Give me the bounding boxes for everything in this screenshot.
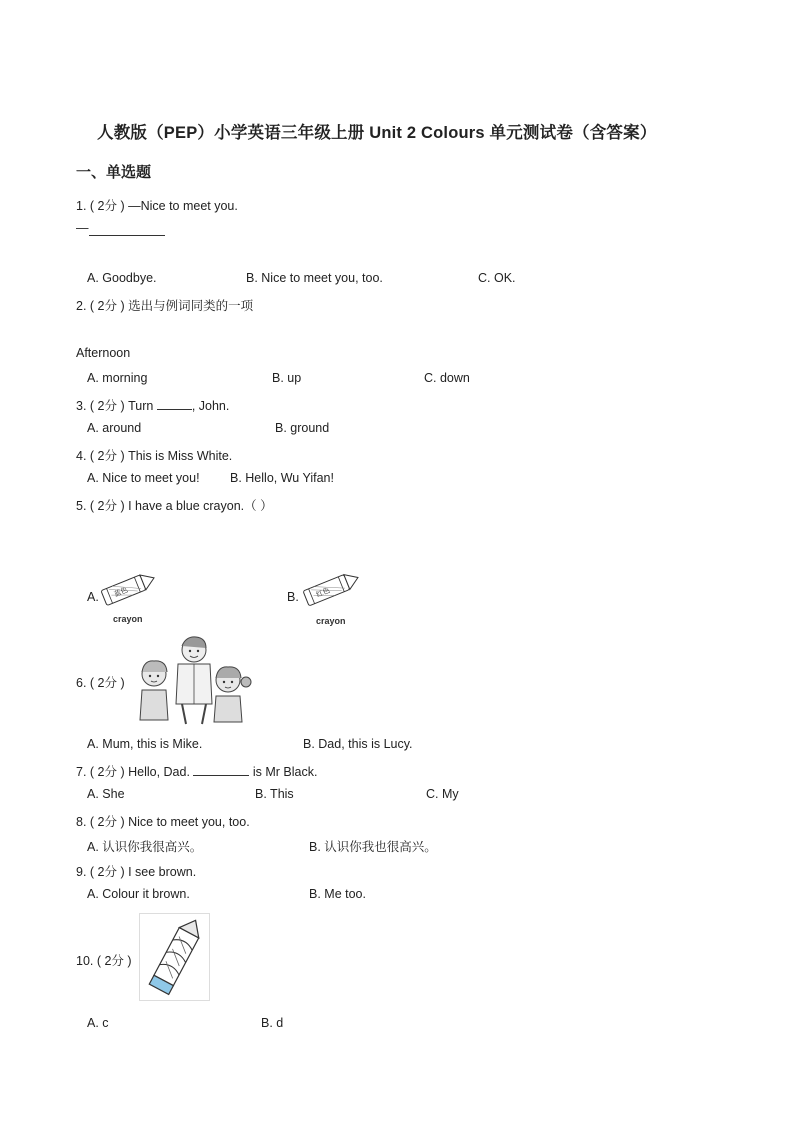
question-6: 6. ( 2分 ) [76,676,125,690]
q8-option-a[interactable]: A. 认识你我很高兴。 [87,840,203,854]
q7-option-a[interactable]: A. She [87,787,125,801]
crayon-image [139,913,211,1001]
crayon-b-caption: crayon [316,616,346,626]
question-7-text-post: is Mr Black. [249,765,318,779]
question-9: 9. ( 2分 ) I see brown. [76,865,197,879]
question-3 [76,396,229,414]
q10-option-a[interactable]: A. c [87,1016,109,1030]
q5-option-a[interactable]: A. [87,590,99,604]
answer-blank-7[interactable] [193,763,249,776]
question-8: 8. ( 2分 ) Nice to meet you, too. [76,815,250,829]
question-1: 1. ( 2分 ) —Nice to meet you. [76,199,238,213]
answer-blank-1[interactable] [89,235,165,236]
question-5: 5. ( 2分 ) I have a blue crayon.（ ） [76,499,273,513]
q2-option-a[interactable]: A. morning [87,371,148,385]
q1-option-c[interactable]: C. OK. [478,271,516,285]
section-heading: 一、单选题 [76,164,152,181]
q7-option-b[interactable]: B. This [255,787,294,801]
q2-option-b[interactable]: B. up [272,371,302,385]
question-7-text-pre: 7. ( 2分 ) Hello, Dad. [76,765,194,779]
question-7 [76,762,317,780]
q5-option-b[interactable]: B. [287,590,299,604]
q6-option-a[interactable]: A. Mum, this is Mike. [87,737,203,751]
q8-option-b[interactable]: B. 认识你我也很高兴。 [309,840,437,854]
q4-option-b[interactable]: B. Hello, Wu Yifan! [230,471,334,485]
q3-option-b[interactable]: B. ground [275,421,330,435]
blue-crayon-image [96,566,162,626]
question-1-reply: — [76,221,89,235]
red-crayon-image [298,566,368,628]
q9-option-a[interactable]: A. Colour it brown. [87,887,190,901]
q6-option-b[interactable]: B. Dad, this is Lucy. [303,737,413,751]
q1-option-a[interactable]: A. Goodbye. [87,271,157,285]
question-2: 2. ( 2分 ) 选出与例词同类的一项 [76,299,254,313]
family-illustration [136,634,254,726]
q10-option-b[interactable]: B. d [261,1016,284,1030]
q7-option-c[interactable]: C. My [426,787,459,801]
crayon-a-text: 蓝色 [113,586,130,599]
q4-option-a[interactable]: A. Nice to meet you! [87,471,200,485]
crayon-b-text: 红色 [315,587,332,600]
question-10: 10. ( 2分 ) [76,954,132,968]
q2-option-c[interactable]: C. down [424,371,470,385]
answer-blank-3[interactable] [157,397,192,410]
question-4: 4. ( 2分 ) This is Miss White. [76,449,233,463]
q3-option-a[interactable]: A. around [87,421,142,435]
q1-option-b[interactable]: B. Nice to meet you, too. [246,271,383,285]
page-title: 人教版（PEP）小学英语三年级上册 Unit 2 Colours 单元测试卷（含答案） [97,124,657,142]
q9-option-b[interactable]: B. Me too. [309,887,366,901]
example-word: Afternoon [76,346,131,360]
crayon-a-caption: crayon [113,614,143,624]
question-3-text-pre: 3. ( 2分 ) Turn [76,399,157,413]
question-3-text-post: , John. [191,399,230,413]
